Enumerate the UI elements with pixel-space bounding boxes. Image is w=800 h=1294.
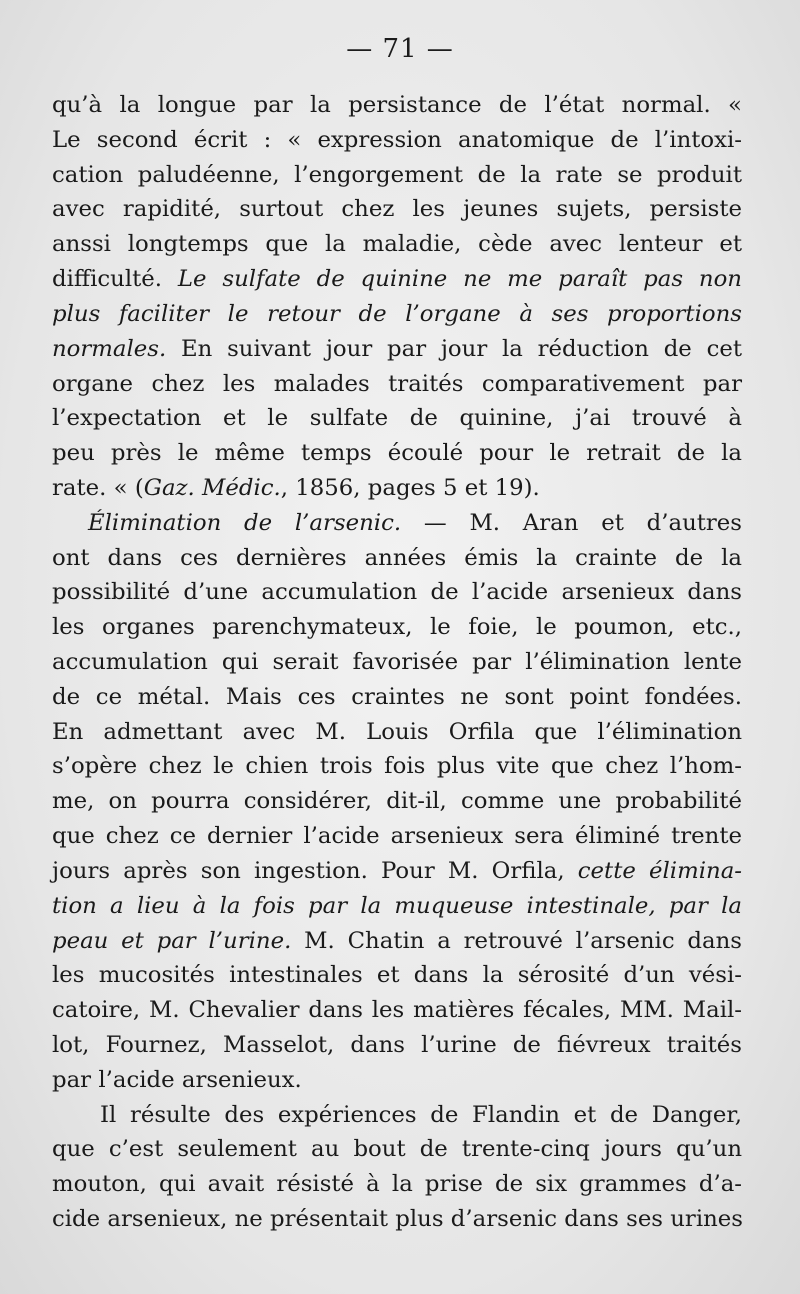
text-line bbox=[52, 680, 742, 715]
text-span: Il résulte des expériences de Flandin et de Danger, bbox=[100, 1101, 742, 1128]
italic-text: Le sulfate de quinine ne me paraît pas non bbox=[177, 266, 742, 293]
text-line bbox=[52, 645, 742, 680]
text-line bbox=[52, 784, 742, 819]
text-span: peu près le même temps écoulé pour le retrait de la bbox=[52, 440, 742, 467]
text-span: mouton, qui avait résisté à la prise de six grammes d’a- bbox=[52, 1171, 742, 1198]
text-line bbox=[52, 227, 742, 262]
text-span: avec rapidité, surtout chez les jeunes sujets, persiste bbox=[52, 196, 742, 223]
text-span: cide arsenieux, ne présentait plus d’arsenic dans ses urines bbox=[52, 1206, 743, 1232]
text-span: que c’est seulement au bout de trente-cinq jours qu’un bbox=[52, 1136, 742, 1163]
text-span: s’opère chez le chien trois fois plus vite que chez l’hom- bbox=[52, 753, 742, 780]
text-span: jours après son ingestion. Pour M. Orfila, bbox=[52, 857, 578, 884]
text-span: cation paludéenne, l’engorgement de la rate se produit bbox=[52, 161, 742, 188]
text-span: , 1856, pages 5 et 19). bbox=[280, 474, 540, 501]
text-span: ont dans ces dernières années émis la crainte de la bbox=[52, 544, 742, 571]
text-line bbox=[52, 924, 742, 959]
text-line bbox=[52, 889, 742, 924]
text-span: difficulté. bbox=[52, 266, 178, 293]
text-line bbox=[52, 1167, 742, 1202]
text-line bbox=[52, 88, 742, 123]
text-line bbox=[52, 575, 742, 610]
text-line bbox=[52, 123, 742, 158]
text-span: En suivant jour par jour la réduction de cet bbox=[166, 335, 742, 362]
italic-text: tion a lieu à la fois par la muqueuse intestinale, par la bbox=[52, 892, 742, 919]
italic-text: normales. bbox=[52, 335, 167, 362]
text-line bbox=[52, 332, 742, 367]
text-line bbox=[52, 297, 742, 332]
text-line bbox=[52, 749, 742, 784]
text-span: les mucosités intestinales et dans la sérosité d’un vési- bbox=[52, 962, 742, 989]
text-line bbox=[52, 610, 742, 645]
text-span: possibilité d’une accumulation de l’acide arsenieux dans bbox=[52, 579, 742, 606]
text-line bbox=[52, 854, 742, 889]
italic-text: cette élimina- bbox=[577, 857, 742, 884]
text-span: accumulation qui serait favorisée par l’élimination lente bbox=[52, 649, 742, 675]
text-span: l’expectation et le sulfate de quinine, j’ai trouvé à bbox=[52, 405, 742, 432]
text-span: En admettant avec M. Louis Orfila que l’élimination bbox=[52, 718, 742, 745]
text-span: que chez ce dernier l’acide arsenieux sera éliminé trente bbox=[52, 823, 742, 850]
text-span: organe chez les malades traités comparativement par bbox=[52, 370, 742, 397]
text-span: catoire, M. Chevalier dans les matières fécales, MM. Mail- bbox=[52, 997, 742, 1024]
italic-text: peau et par l’urine. bbox=[52, 927, 292, 954]
text-line bbox=[52, 541, 742, 576]
text-span: les organes parenchymateux, le foie, le poumon, etc., bbox=[52, 614, 742, 641]
text-span: Le second écrit : « expression anatomique de l’intoxi- bbox=[52, 126, 742, 153]
text-span: me, on pourra considérer, dit-il, comme une probabilité bbox=[52, 788, 742, 815]
text-span: qu’à la longue par la persistance de l’état normal. « bbox=[52, 92, 742, 118]
text-line bbox=[52, 367, 742, 402]
text-span: — M. Aran et d’autres bbox=[401, 509, 742, 536]
text-line bbox=[52, 401, 742, 436]
text-line bbox=[52, 471, 742, 506]
text-line bbox=[52, 819, 742, 854]
text-span: rate. « ( bbox=[52, 474, 144, 501]
page-number: — 71 — bbox=[346, 34, 454, 64]
text-span: lot, Fournez, Masselot, dans l’urine de fiévreux traités bbox=[52, 1031, 742, 1058]
text-line bbox=[52, 958, 742, 993]
italic-text: plus faciliter le retour de l’organe à ses proportions bbox=[52, 300, 742, 327]
text-line bbox=[52, 436, 742, 471]
text-span: de ce métal. Mais ces craintes ne sont point fondées. bbox=[52, 683, 742, 710]
text-line bbox=[52, 192, 742, 227]
text-line bbox=[52, 715, 742, 750]
text-span: M. Chatin a retrouvé l’arsenic dans bbox=[291, 927, 742, 954]
text-span: par l’acide arsenieux. bbox=[52, 1066, 302, 1093]
text-line bbox=[52, 1132, 742, 1167]
text-line bbox=[52, 993, 742, 1028]
text-span: anssi longtemps que la maladie, cède avec lenteur et bbox=[52, 231, 742, 258]
text-line bbox=[52, 1202, 742, 1237]
text-line bbox=[52, 506, 742, 541]
italic-text: Élimination de l’arsenic. bbox=[88, 509, 402, 536]
text-line bbox=[52, 1063, 742, 1098]
italic-text: Gaz. Médic. bbox=[143, 474, 281, 501]
text-line bbox=[52, 158, 742, 193]
body-text bbox=[52, 88, 742, 1237]
text-line bbox=[52, 262, 742, 297]
text-line bbox=[52, 1028, 742, 1063]
text-line bbox=[52, 1098, 742, 1133]
